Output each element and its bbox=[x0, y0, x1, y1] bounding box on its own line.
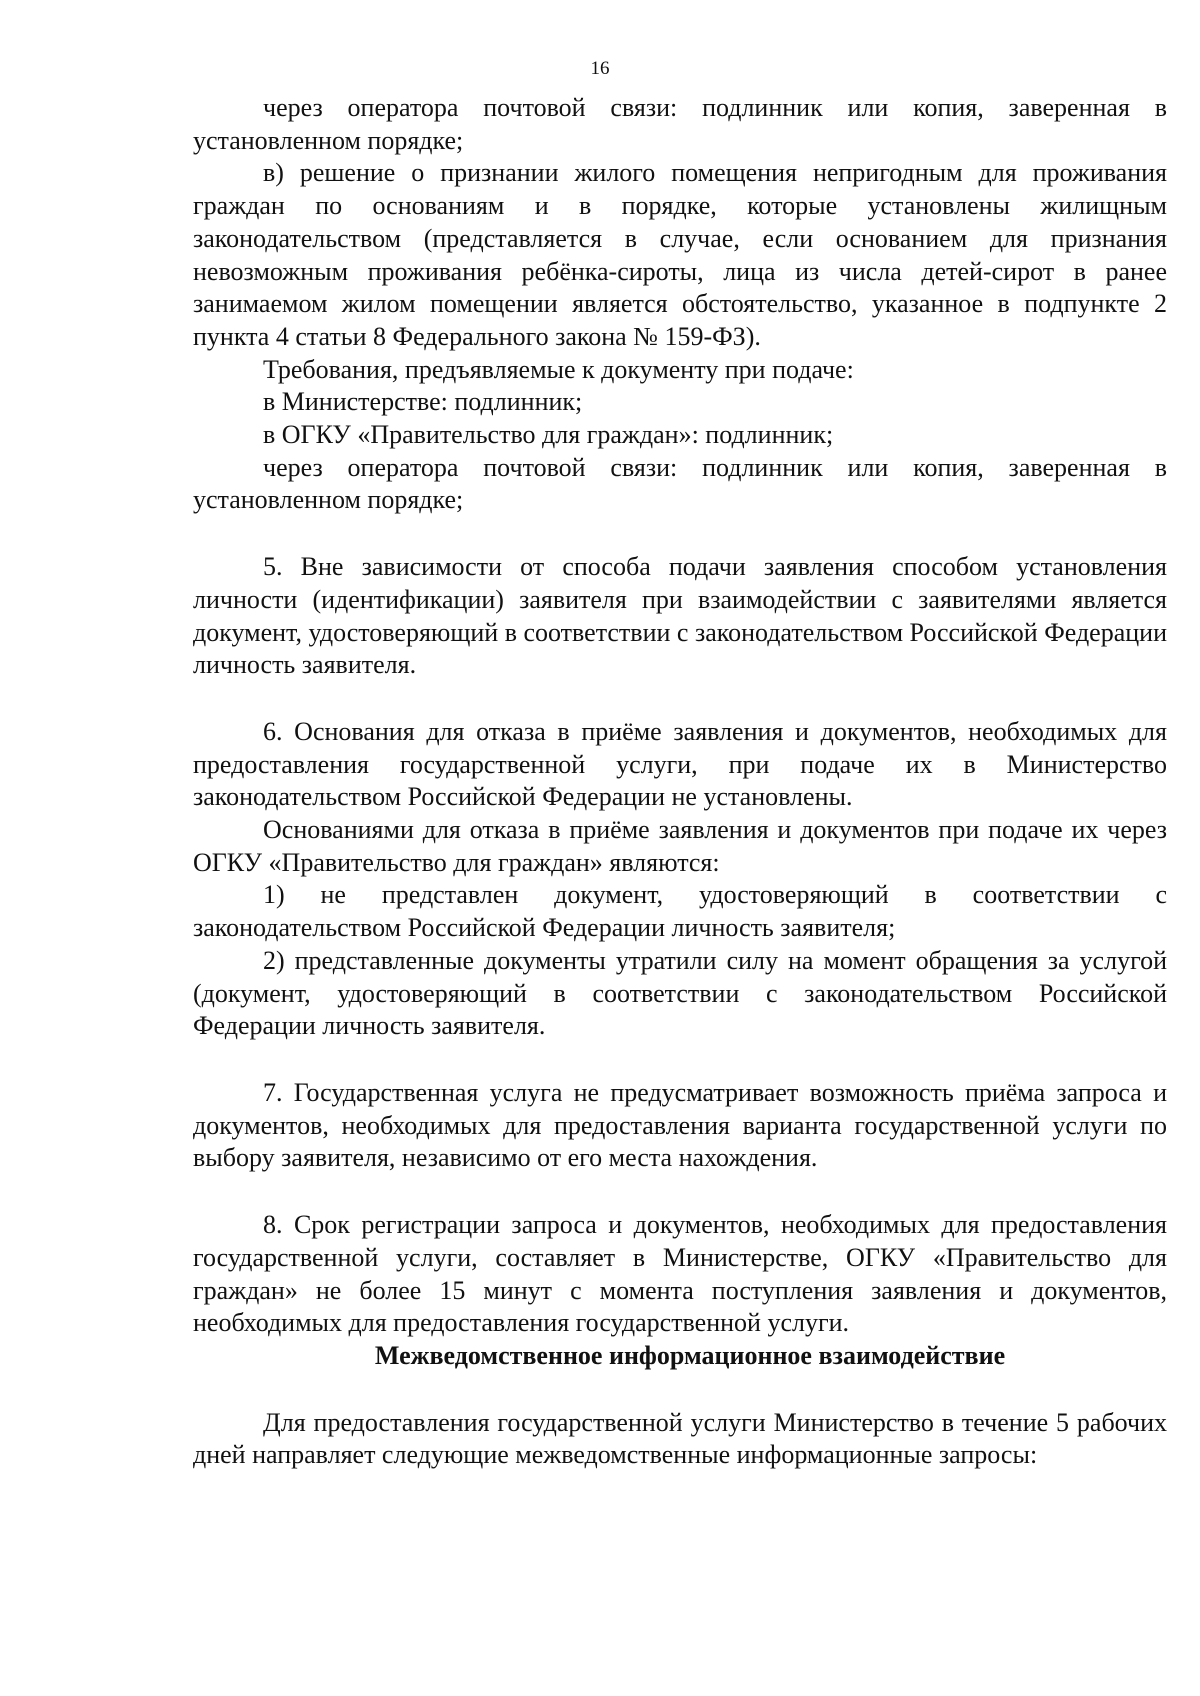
paragraph-item-5: 5. Вне зависимости от способа подачи заявления способом установления личности (идентификации) заявителя при взаимодействии с заявителями является документ, удостоверяющий в соответствии с законодательством Российской Федерации личность заявителя. bbox=[193, 552, 1167, 680]
paragraph-item-7: 7. Государственная услуга не предусматривает возможность приёма запроса и документов, необходимых для предоставления варианта государственной услуги по выбору заявителя, независимо от его места нахождения. bbox=[193, 1077, 1167, 1173]
paragraph-postal-copy-1: через оператора почтовой связи: подлинник или копия, заверенная в установленном порядке; bbox=[193, 93, 1167, 155]
paragraph-ministry-original: в Министерстве: подлинник; bbox=[263, 387, 583, 417]
spacer bbox=[193, 1175, 1167, 1209]
paragraph-housing-decision: в) решение о признании жилого помещения непригодным для проживания граждан по основаниям и в порядке, которые установлены жилищным законодательством (представляется в случае, если основанием для признания невозможным проживания ребёнка-сироты, лица из числа детей-сирот в ранее занимаемом жилом помещении является обстоятельство, указанное в подпункте 2 пункта 4 статьи 8 Федерального закона № 159-ФЗ). bbox=[193, 158, 1167, 351]
spacer bbox=[193, 1373, 1167, 1407]
paragraph-item-6: 6. Основания для отказа в приёме заявления и документов, необходимых для предоставления государственной услуги, при подаче их в Министерство законодательством Российской Федерации не установлены. bbox=[193, 716, 1167, 812]
paragraph-refusal-2: 2) представленные документы утратили силу на момент обращения за услугой (документ, удостоверяющий в соответствии с законодательством Российской Федерации личность заявителя. bbox=[193, 945, 1167, 1041]
spacer bbox=[193, 1043, 1167, 1077]
page-number: 16 bbox=[590, 58, 610, 79]
paragraph-refusal-grounds: Основаниями для отказа в приёме заявления и документов при подаче их через ОГКУ «Правительство для граждан» являются: bbox=[193, 815, 1167, 877]
spacer bbox=[193, 682, 1167, 716]
paragraph-interagency-requests: Для предоставления государственной услуги Министерство в течение 5 рабочих дней направляет следующие межведомственные информационные запросы: bbox=[193, 1407, 1167, 1470]
spacer bbox=[193, 517, 1167, 551]
section-heading: Межведомственное информационное взаимодействие bbox=[374, 1340, 1006, 1370]
paragraph-ogku-original: в ОГКУ «Правительство для граждан»: подлинник; bbox=[263, 420, 834, 450]
paragraph-refusal-1: 1) не представлен документ, удостоверяющий в соответствии с законодательством Российской Федерации личность заявителя; bbox=[193, 880, 1167, 943]
paragraph-postal-copy-2: через оператора почтовой связи: подлинник или копия, заверенная в установленном порядке; bbox=[193, 452, 1167, 515]
document-body bbox=[193, 92, 1167, 1472]
paragraph-item-8: 8. Срок регистрации запроса и документов, необходимых для предоставления государственной услуги, составляет в Министерстве, ОГКУ «Правительство для граждан» не более 15 минут с момента поступления заявления и документов, необходимых для предоставления государственной услуги. bbox=[193, 1210, 1167, 1338]
paragraph-requirements: Требования, предъявляемые к документу при подаче: bbox=[263, 354, 854, 384]
